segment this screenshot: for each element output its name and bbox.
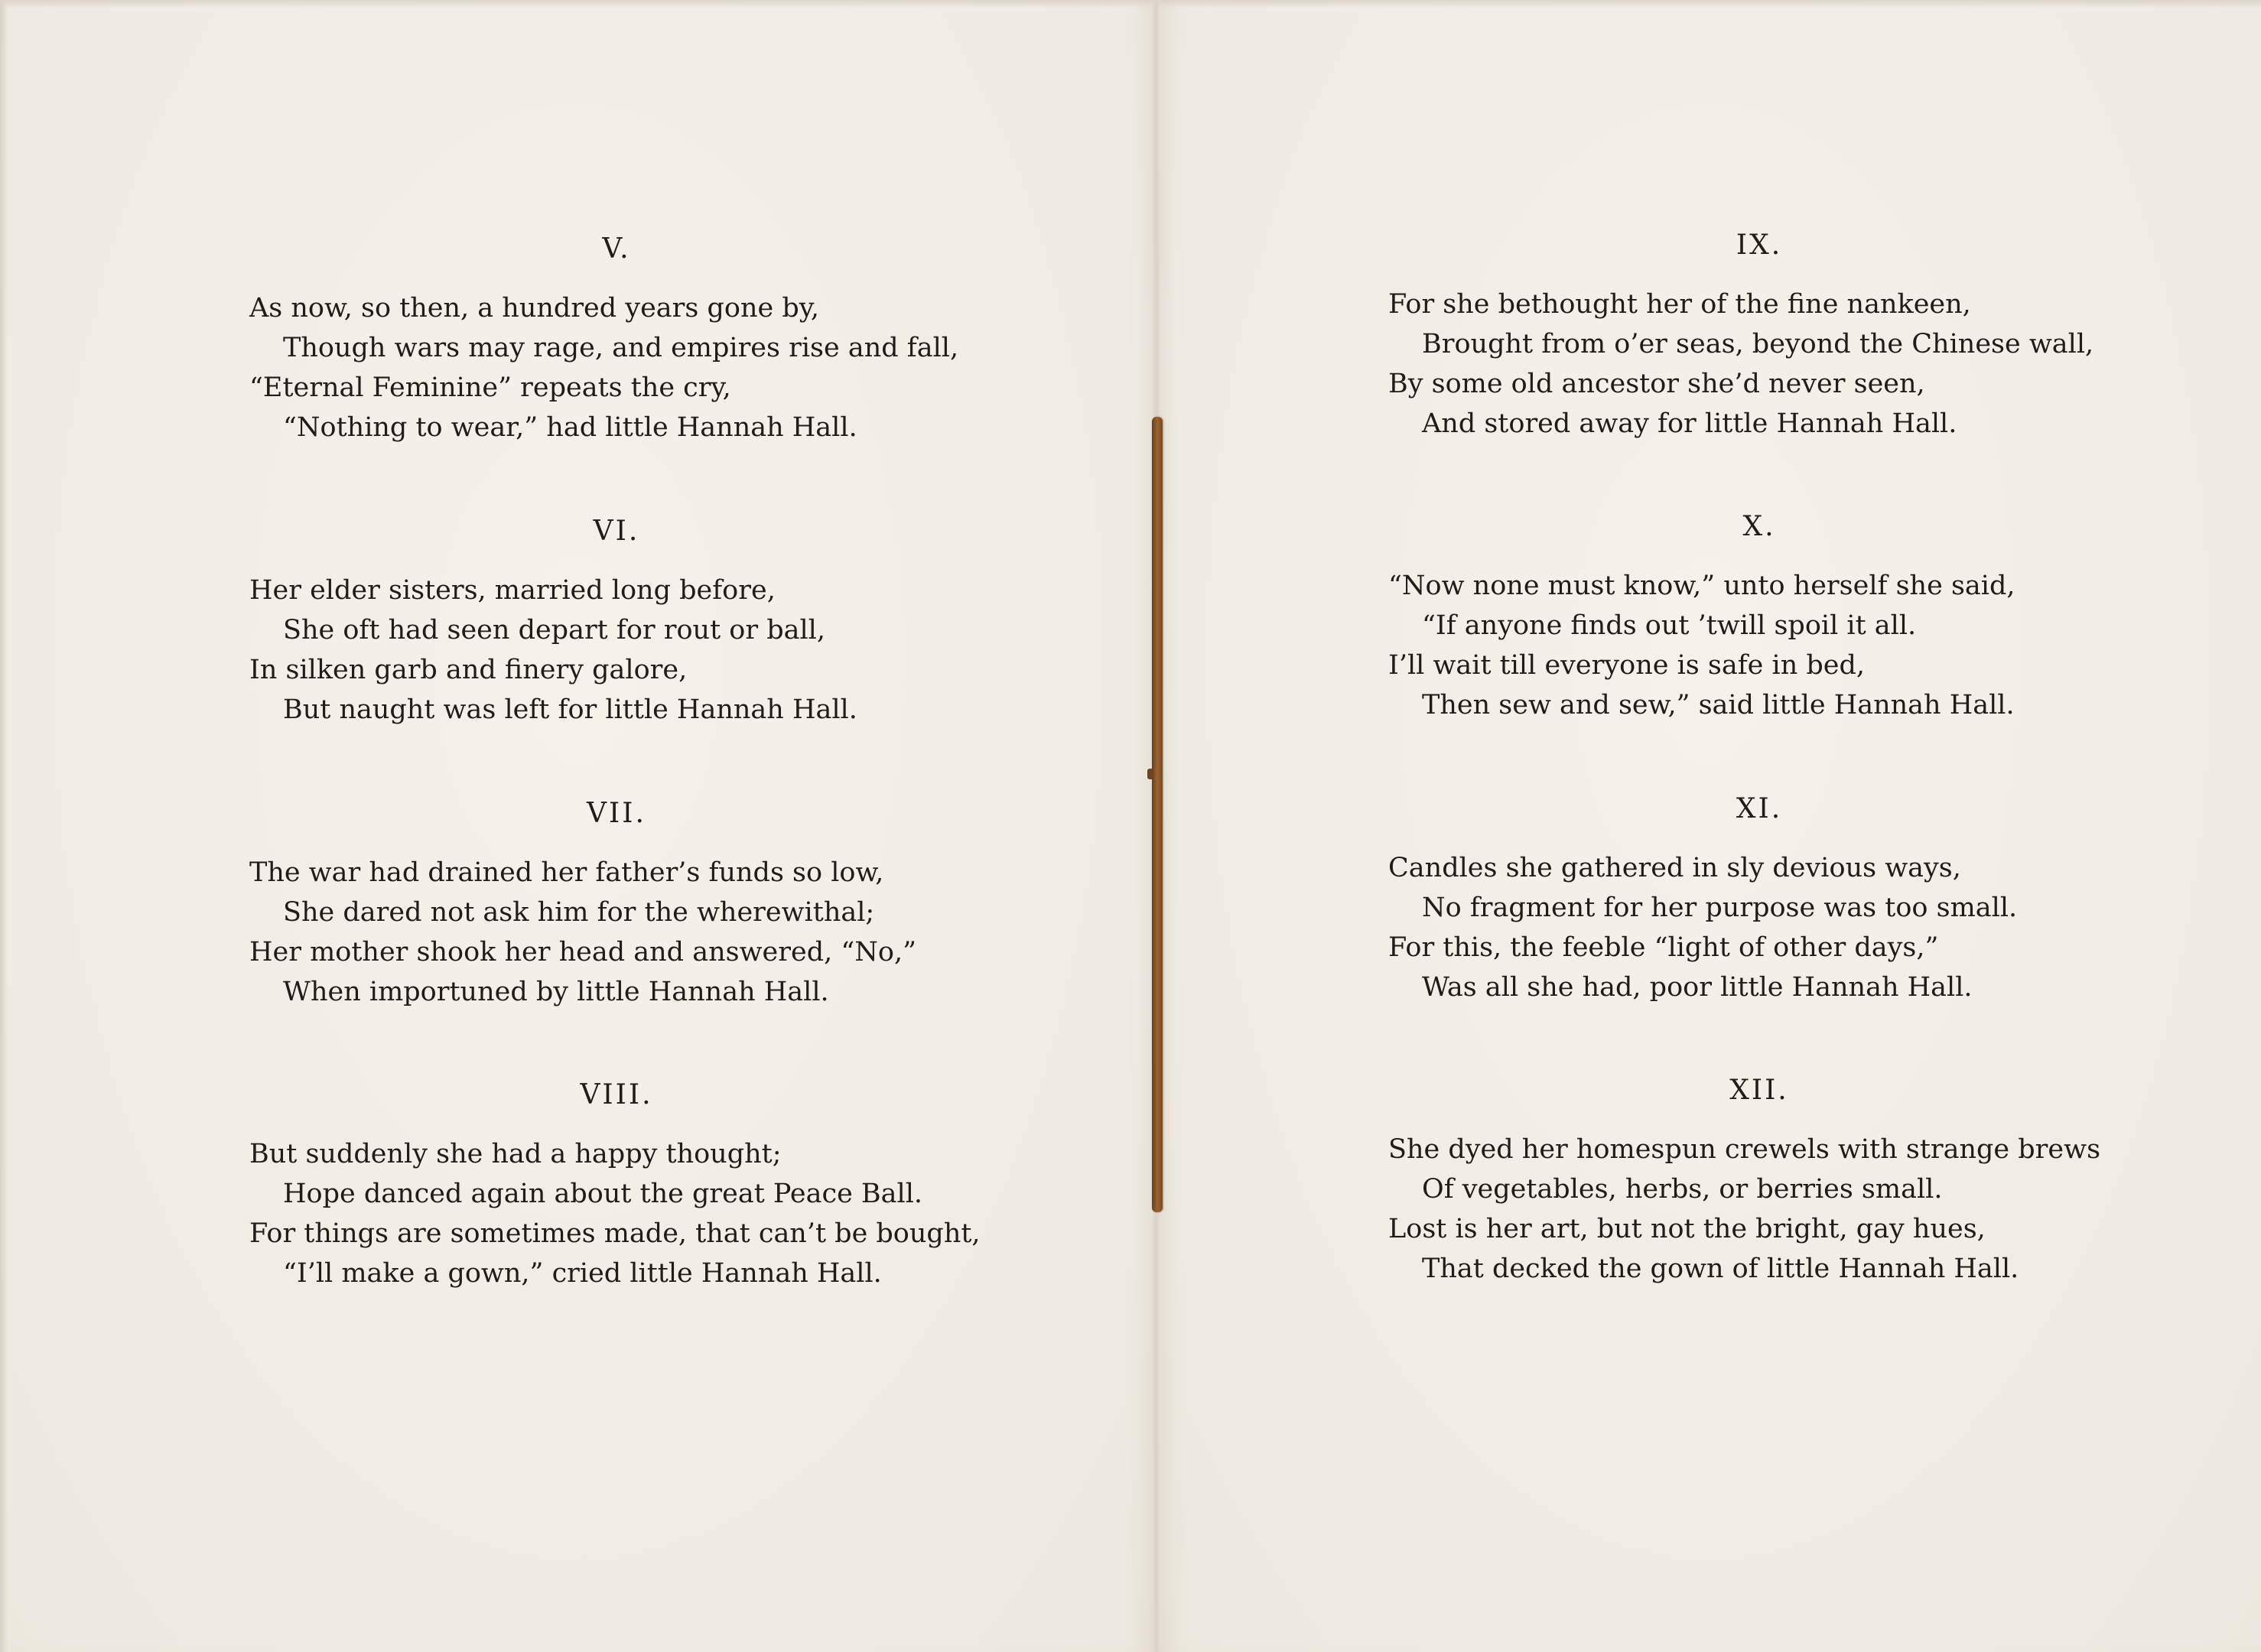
verse-line: Hope danced again about the great Peace Ball. — [283, 1179, 923, 1209]
verse-line: “If anyone finds out ’twill spoil it all. — [1422, 610, 1917, 641]
stanza-lines — [249, 1134, 1014, 1293]
verse-line: When importuned by little Hannah Hall. — [283, 977, 829, 1007]
stanza-lines — [1388, 285, 2153, 444]
verse-line: Her elder sisters, married long before, — [249, 575, 776, 606]
stanza-lines — [1388, 848, 2153, 1007]
verse-line: “Now none must know,” unto herself she said, — [1388, 571, 2015, 601]
verse-line: But naught was left for little Hannah Hall. — [283, 694, 857, 725]
verse-line: I’ll wait till everyone is safe in bed, — [1388, 650, 1866, 681]
page-edge-top — [0, 0, 2261, 8]
verse-line: Candles she gathered in sly devious ways, — [1388, 853, 1961, 883]
verse-line: She dyed her homespun crewels with strange brews — [1388, 1134, 2101, 1165]
verse-line: Was all she had, poor little Hannah Hall. — [1422, 972, 1973, 1003]
verse-line: “Eternal Feminine” repeats the cry, — [249, 372, 731, 403]
stanza-numeral: XII. — [1729, 1075, 1789, 1106]
verse-line: “I’ll make a gown,” cried little Hannah Hall. — [283, 1258, 882, 1289]
binding-thread — [1152, 417, 1163, 1212]
stanza-numeral: VII. — [587, 798, 646, 829]
verse-line: And stored away for little Hannah Hall. — [1422, 408, 1957, 439]
verse-line: “Nothing to wear,” had little Hannah Hall. — [283, 412, 857, 443]
verse-line: Lost is her art, but not the bright, gay hues, — [1388, 1214, 1986, 1244]
verse-line: She dared not ask him for the wherewithal; — [283, 897, 875, 928]
stanza-lines — [249, 288, 1014, 447]
verse-line: As now, so then, a hundred years gone by, — [249, 293, 819, 324]
stanza-numeral: X. — [1742, 511, 1776, 542]
verse-line: For she bethought her of the fine nankeen, — [1388, 289, 1971, 320]
stanza-numeral: VIII. — [580, 1079, 653, 1111]
verse-line: She oft had seen depart for rout or ball, — [283, 615, 826, 646]
stanza-numeral: XI. — [1736, 793, 1783, 824]
stanza-lines — [1388, 566, 2153, 725]
verse-line: The war had drained her father’s funds so low, — [249, 857, 884, 888]
page-edge-left — [0, 0, 8, 1652]
stanza-numeral: V. — [602, 233, 631, 265]
right-page — [1157, 0, 2261, 1652]
stanza-numeral: VI. — [593, 515, 640, 547]
verse-line: Then sew and sew,” said little Hannah Hall. — [1422, 690, 2015, 720]
verse-line: For things are sometimes made, that can’t be bought, — [249, 1218, 981, 1249]
verse-line: Brought from o’er seas, beyond the Chinese wall, — [1422, 329, 2094, 359]
stanza-lines — [1388, 1130, 2153, 1289]
verse-line: In silken garb and finery galore, — [249, 655, 688, 685]
stanza-lines — [249, 571, 1014, 730]
verse-line: Though wars may rage, and empires rise and fall, — [283, 333, 959, 363]
verse-line: Her mother shook her head and answered, “No,” — [249, 937, 916, 967]
stanza-numeral: IX. — [1736, 229, 1783, 261]
verse-line: But suddenly she had a happy thought; — [249, 1139, 782, 1169]
stanza-lines — [249, 853, 1014, 1012]
verse-line: Of vegetables, herbs, or berries small. — [1422, 1174, 1943, 1205]
binding-knot — [1147, 769, 1153, 779]
verse-line: That decked the gown of little Hannah Hall. — [1422, 1254, 2019, 1284]
verse-line: For this, the feeble “light of other days,” — [1388, 932, 1939, 963]
verse-line: By some old ancestor she’d never seen, — [1388, 369, 1925, 399]
verse-line: No fragment for her purpose was too small. — [1422, 893, 2018, 923]
